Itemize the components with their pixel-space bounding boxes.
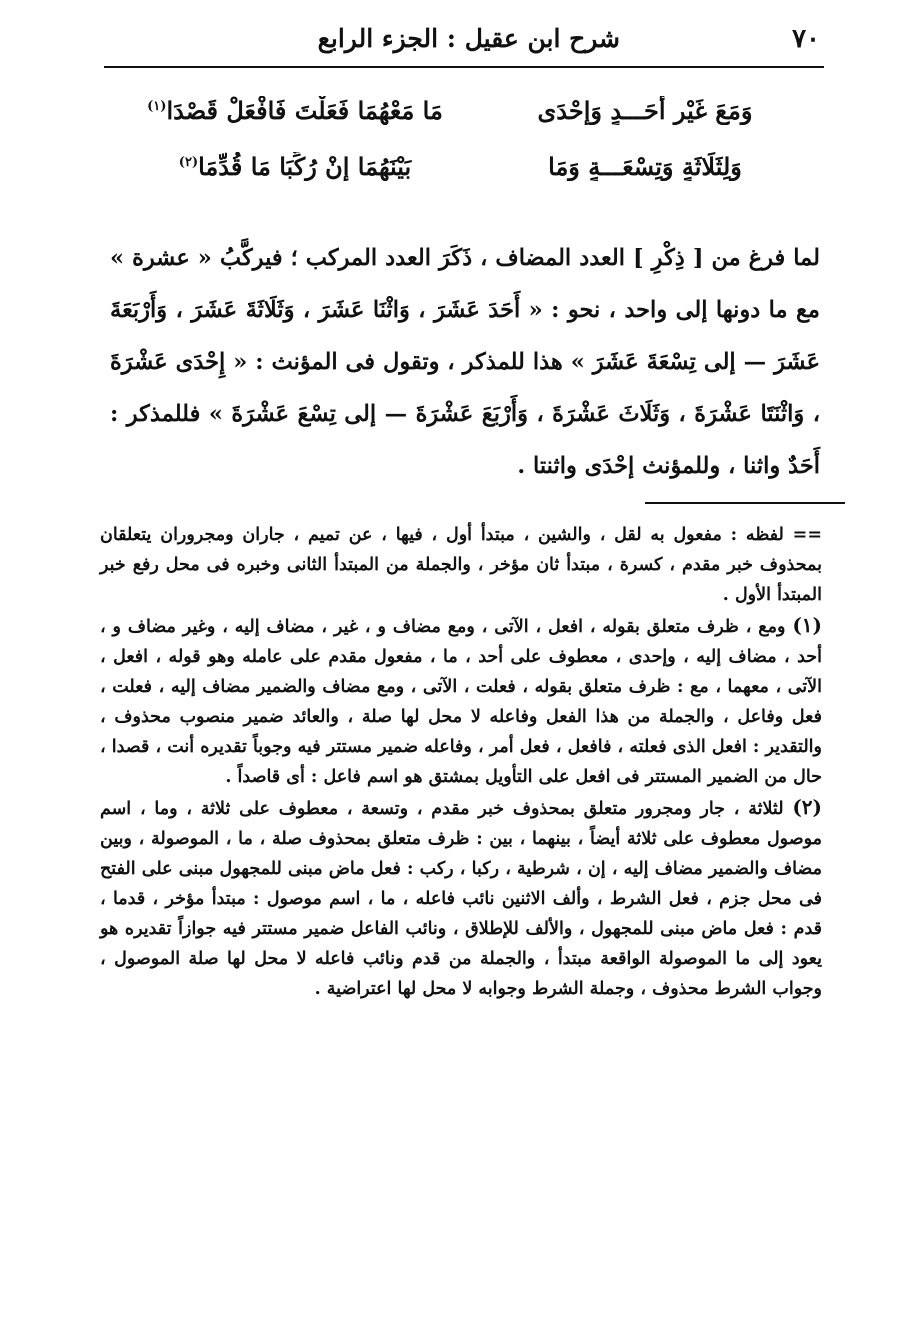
commentary-paragraph: لما فرغ من [ ذِكْرِ ] العدد المضاف ، ذَكَرَ العدد المركب ؛ فيركَّبُ « عشرة » مع ما دونها إلى واحد ، نحو : « أَحَدَ عَشَرَ ، وَاثْنَا عَشَرَ ، وَثَلَاثَةَ عَشَرَ ، وَأَرْبَعَةَ عَشَرَ — إلى تِسْعَةَ عَشَرَ » هذا للمذكر ، وتقول فى المؤنث : « إِحْدَى عَشْرَةَ ، وَاثْنَتَا عَشْرَةَ ، وَثَلَاثَ عَشْرَةَ ، وَأَرْبَعَ عَشْرَةَ — إلى تِسْعَ عَشْرَةَ » فللمذكر : أَحَدٌ واثنا ، وللمؤنث إحْدَى واثنتا .	[110, 245, 820, 479]
footnote-2-marker: (٢)	[792, 795, 823, 819]
footnote-1	[100, 610, 822, 792]
running-title: شرح ابن عقيل : الجزء الرابع	[317, 24, 620, 53]
footnote-separator	[645, 502, 845, 504]
footnote-continuation-text: لفظه : مفعول به لقل ، والشين ، مبتدأ أول ، فيها ، عن تميم ، جاران ومجروران يتعلقان بمحذوف خبر مقدم ، كسرة ، مبتدأ ثان مؤخر ، والجملة من المبتدأ الثانى وخبره فى محل رفع خبر المبتدأ الأول .	[100, 525, 822, 605]
footnote-continuation	[100, 520, 822, 610]
verse-line-1	[120, 96, 820, 125]
verse-2-first-hemistich: وَلِثَلَاثَةٍ وَتِسْعَـــةٍ وَمَا	[548, 152, 742, 181]
verse-2-second-hemistich-text: بَيْنَهُمَا إِنْ رُكِّبَا مَا قُدِّمَا	[198, 152, 412, 181]
verse-line-2	[120, 152, 820, 181]
commentary-body	[110, 232, 820, 492]
verse-1-second-hemistich-text: مَا مَعْهُمَا فَعَلْتَ فَافْعَلْ قَصْدَا	[166, 96, 443, 125]
header-rule	[104, 66, 824, 68]
footnote-1-marker: (١)	[792, 613, 822, 637]
footnote-1-text: ومع ، ظرف متعلق بقوله ، افعل ، الآتى ، ومع مضاف و ، غير ، مضاف إليه ، وغير مضاف و ، أحد ، مضاف إليه ، وإحدى ، معطوف على أحد ، ما ، مفعول مقدم على عامله وهو قوله ، افعل ، الآتى ، معهما ، مع : ظرف متعلق بقوله ، فعلت ، الآتى ، ومع مضاف والضمير مضاف إليه ، فعلت ، فعل وفاعل ، والجملة من هذا الفعل وفاعله لا محل لها صلة ، والعائد ضمير منصوب محذوف ، والتقدير : افعل الذى فعلته ، فافعل ، فعل أمر ، وفاعله ضمير مستتر فيه وجوباً تقديره أنت ، قصدا ، حال من الضمير المستتر فى افعل على التأويل بمشتق هو اسم فاعل : أى قاصداً .	[100, 617, 822, 787]
footnote-2-text: لثلاثة ، جار ومجرور متعلق بمحذوف خبر مقدم ، وتسعة ، معطوف على ثلاثة ، وما ، اسم موصول معطوف على ثلاثة أيضاً ، بينهما ، بين : ظرف متعلق بمحذوف صلة ، ما ، الموصولة ، وبين مضاف والضمير مضاف إليه ، إن ، شرطية ، ركبا ، ركب : فعل ماض مبنى للمجهول مبنى على الفتح فى محل جزم ، فعل الشرط ، وألف الاثنين نائب فاعله ، ما ، اسم موصول : مبتدأ مؤخر ، قدما ، قدم : فعل ماض مبنى للمجهول ، والألف للإطلاق ، ونائب الفاعل ضمير مستتر فيه جوازاً تقديره هو يعود إلى ما الموصولة الواقعة مبتدأ ، والجملة من قدم ونائب فاعله لا محل لها صلة الموصول ، وجواب الشرط محذوف ، وجملة الشرط وجوابه لا محل لها اعتراضية .	[100, 799, 822, 999]
page-header	[100, 20, 820, 64]
footnotes	[100, 520, 822, 1004]
verse-1-first-hemistich: وَمَعَ غَيْرِ أَحَـــدٍ وَإِحْدَى	[537, 96, 753, 125]
continuation-mark: ==	[792, 525, 822, 545]
footnote-2	[100, 792, 822, 1004]
page-number: ٧٠	[792, 24, 820, 54]
footnote-ref-2: (٢)	[178, 155, 199, 170]
footnote-ref-1: (١)	[147, 99, 167, 114]
verse-1-second-hemistich	[120, 96, 470, 125]
verse-2-second-hemistich	[120, 152, 470, 181]
